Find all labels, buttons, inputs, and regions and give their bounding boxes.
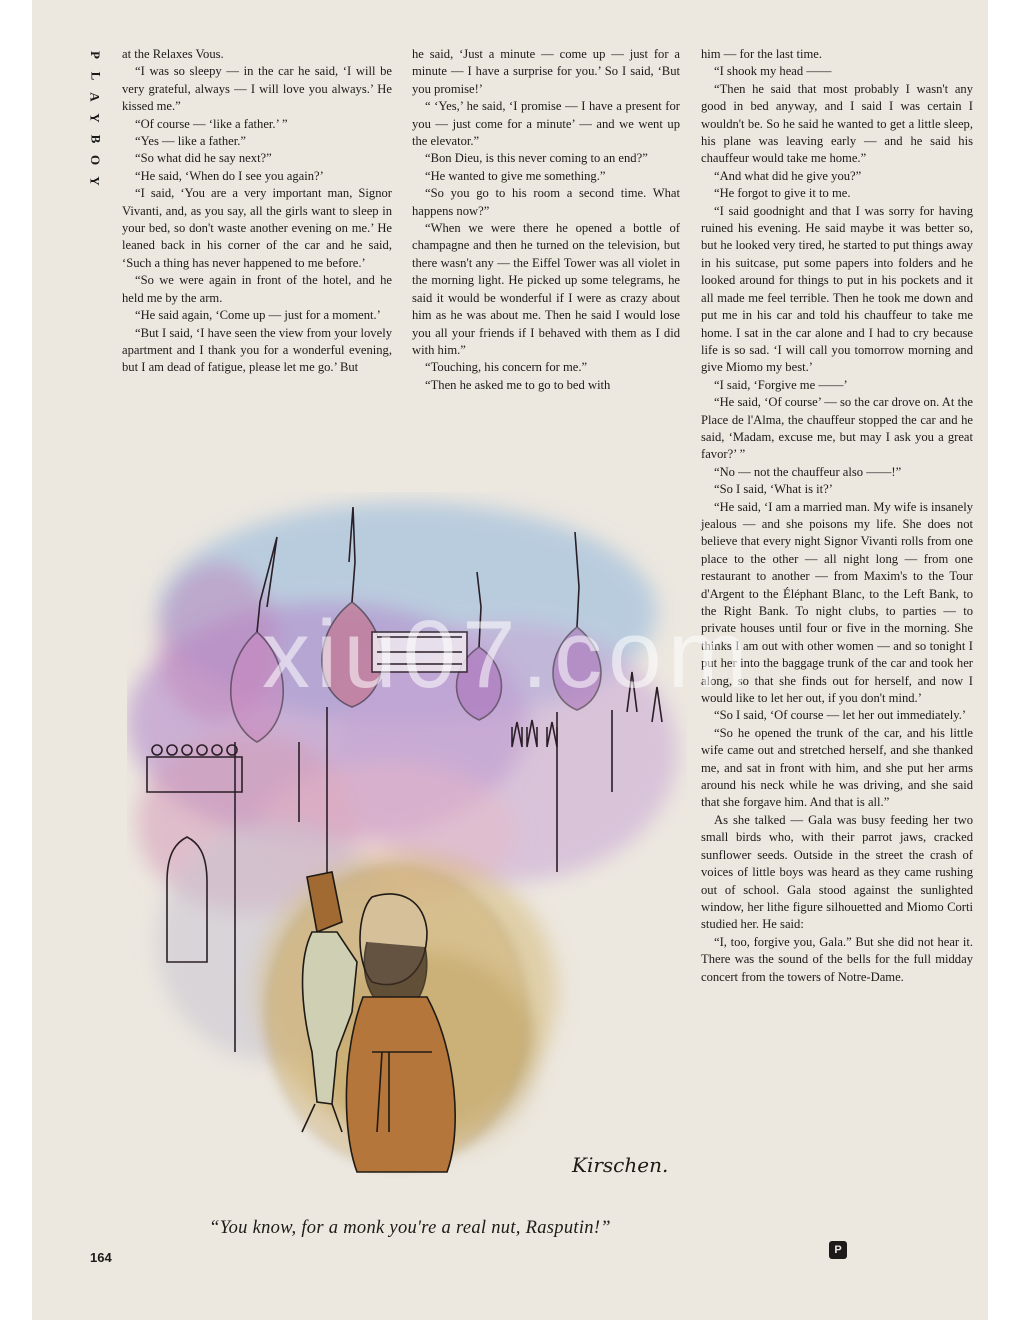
paragraph: “But I said, ‘I have seen the view from your lovely apartment and I thank you for a wonderful evening, but I am dead of fatigue, please let me go.’ But — [122, 325, 392, 375]
paragraph: “So what did he say next?” — [135, 151, 272, 166]
paragraph: “So you go to his room a second time. What happens now?” — [412, 186, 680, 218]
side-label-letter: O — [88, 154, 103, 166]
side-label-letter: A — [87, 92, 103, 102]
paragraph: “He forgot to give it to me. — [714, 186, 851, 201]
paragraph: “I said goodnight and that I was sorry for having ruined his evening. He said maybe it was better so, but he looked very tired, he started to put things away in his suitcase, put some papers into folders and he looked around for things to put in his pockets and it all made me feel terrible. Then he took me down and put me in his car and told his chauffeur to take me home. I sat in the car alone and I had to cry because life is so sad. ‘I will call you tomorrow morning and give Miomo my best.’ — [701, 203, 973, 375]
paragraph: “He said, ‘Of course’ — so the car drove on. At the Place de l'Alma, the chauffeur stopped the car and he said, ‘Madam, excuse me, but may I ask you a great favor?’ ” — [701, 395, 973, 462]
magazine-page — [32, 0, 988, 1320]
text-column-3 — [701, 46, 973, 986]
paragraph: “No — not the chauffeur also ——!” — [714, 464, 902, 479]
paragraph: “He said, ‘When do I see you again?’ — [135, 168, 324, 183]
paragraph: “I shook my head —— — [714, 64, 832, 79]
paragraph: “He wanted to give me something.” — [425, 168, 606, 183]
paragraph: “So we were again in front of the hotel, and he held me by the arm. — [122, 273, 392, 305]
paragraph: at the Relaxes Vous. — [122, 47, 224, 61]
cartoon-caption: “You know, for a monk you're a real nut, Rasputin!” — [209, 1218, 611, 1238]
paragraph: “Then he asked me to go to bed with — [425, 377, 611, 392]
paragraph: “I said, ‘You are a very important man, Signor Vivanti, and, as you say, all the girls want to sleep in your bed, so don't waste another evening on me.’ He leaned back in his corner of the car and he said, ‘Such a thing has never happened to me before.’ — [122, 186, 392, 270]
page-number: 164 — [90, 1250, 112, 1265]
side-label-letter: Y — [87, 113, 103, 123]
paragraph: “I said, ‘Forgive me ——’ — [714, 377, 848, 392]
side-label-letter: P — [87, 51, 103, 59]
magazine-side-label — [84, 46, 106, 190]
paragraph: “So I said, ‘Of course — let her out immediately.’ — [714, 708, 967, 723]
end-mark-icon: P — [829, 1241, 847, 1259]
side-label-letter: Y — [87, 176, 103, 186]
side-label-letter: B — [87, 134, 103, 144]
paragraph: “When we were there he opened a bottle of champagne and then he turned on the television, but there wasn't any — the Eiffel Tower was all violet in the morning light. He picked up some telegrams, he said it would be wonderful if I were as crazy about him as he was about me. Then he said I would lose you all your friends if I behaved with them as I did with him.” — [412, 221, 680, 357]
paragraph: he said, ‘Just a minute — come up — just for a minute — I have a surprise for you.’ So I said, ‘But you promise!’ — [412, 47, 680, 96]
paragraph: “Of course — ‘like a father.’ ” — [135, 116, 288, 131]
side-label-letter: L — [87, 71, 103, 81]
paragraph: him — for the last time. — [701, 47, 823, 61]
text-column-2 — [412, 46, 680, 394]
paragraph: “Then he said that most probably I wasn't any good in bed anyway, and I said I was certain I wouldn't be. So he said he wanted to get a little sleep, his plane was leaving early — and he said his chauffeur would take me home.” — [701, 81, 973, 166]
paragraph: “And what did he give you?” — [714, 168, 862, 183]
paragraph: As she talked — Gala was busy feeding her two small birds who, with their parrot jaws, cracked sunflower seeds. Outside in the street the crash of voices of little boys was heard as they came rushing out of school. Gala stood against the sunlighted window, her lithe figure silhouetted and Miomo Corti studied her. He said: — [701, 812, 973, 932]
paragraph: “I was so sleepy — in the car he said, ‘I will be very grateful, always — I will love you always.’ He kissed me.” — [122, 64, 392, 114]
paragraph: “So he opened the trunk of the car, and his little wife came out and stretched herself, and she thanked me, and sat in front with him, and she put her arms around his neck while he was driving, and she said that she forgave him. And that is all.” — [701, 725, 973, 810]
text-column-1 — [122, 46, 392, 377]
cartoon-illustration — [127, 492, 687, 1202]
watermark: xiu07.com — [262, 601, 754, 708]
paragraph: “Touching, his concern for me.” — [425, 360, 588, 375]
paragraph: “Bon Dieu, is this never coming to an end?” — [425, 151, 648, 166]
paragraph: “He said, ‘I am a married man. My wife is insanely jealous — and she poisons my life. She does not believe that every night Signor Vivanti rolls from one place to the other — all night long — from one restaurant to another — from Maxim's to the Tour d'Argent to the Éléphant Blanc, to the Left Bank, to the Right Bank. To night clubs, to parties — to private houses until four or five in the morning. She thinks I am out with other women — and so tonight I put her into the baggage trunk of the car and took her along, so that she finds out for herself, and now I would like to let her out, if you don't mind.’ — [701, 499, 973, 706]
artist-signature: Kirschen. — [572, 1153, 669, 1177]
paragraph: “So I said, ‘What is it?’ — [714, 482, 833, 497]
paragraph: “He said again, ‘Come up — just for a moment.’ — [135, 308, 381, 323]
paragraph: “Yes — like a father.” — [135, 134, 246, 149]
paragraph: “I, too, forgive you, Gala.” But she did not hear it. There was the sound of the bells for the full midday concert from the towers of Notre-Dame. — [701, 934, 973, 984]
paragraph: “ ‘Yes,’ he said, ‘I promise — I have a present for you — just come for a minute’ — and we went up the elevator.” — [412, 99, 680, 149]
